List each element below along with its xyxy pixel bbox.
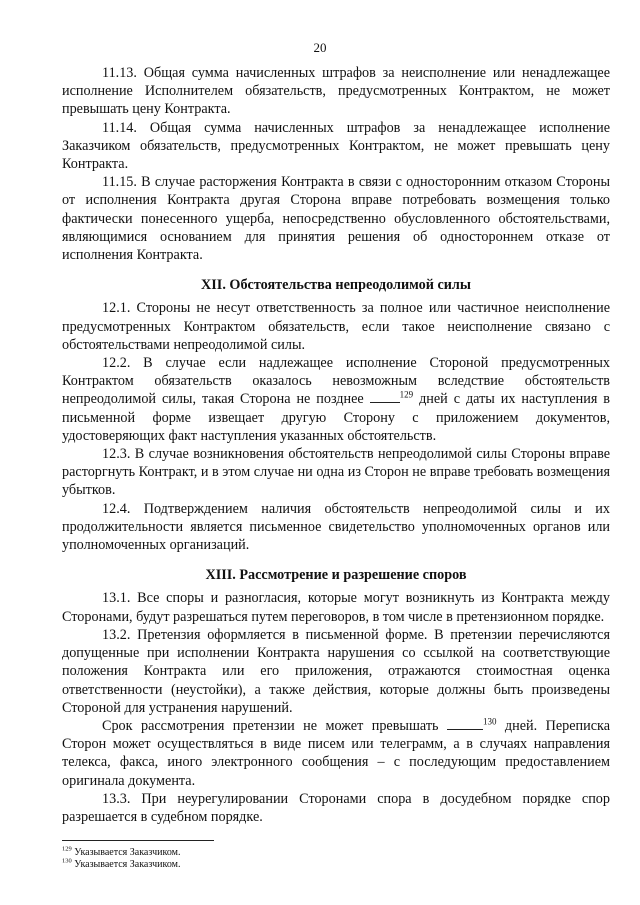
paragraph-13-3: 13.3. При неурегулировании Сторонами спора в досудебном порядке спор разрешается в судебном порядке. [62, 790, 610, 825]
paragraph-13-2: 13.2. Претензия оформляется в письменной форме. В претензии перечисляются допущенные при исполнении Контракта нарушения со ссылкой на соответствующие положения Контракта или его приложения, отражаются стоимостная оценка ответственности (неустойки), а также действия, которые должны быть произведены Стороной для устранения нарушений. [62, 626, 610, 716]
footnotes [62, 840, 610, 871]
paragraph-13-2-term-part-2: дней. Переписка Сторон может осуществляться в виде писем или телеграмм, а в случаях направления телекса, факса, иного электронного сообщения – с последующим предоставлением оригинала документа. [62, 717, 611, 789]
paragraph-13-1: 13.1. Все споры и разногласия, которые могут возникнуть из Контракта между Сторонами, будут разрешаться путем переговоров, в том числе в претензионном порядке. [62, 590, 610, 625]
paragraph-13-2-term-part-1: Срок рассмотрения претензии не может превышать [102, 717, 447, 734]
footnote-text: Указывается Заказчиком. [71, 847, 181, 858]
section-heading-xii: XII. Обстоятельства непреодолимой силы [201, 277, 471, 294]
paragraph-12-3: 12.3. В случае возникновения обстоятельств непреодолимой силы Стороны вправе расторгнуть Контракт, и в этом случае ни одна из Сторон не вправе требовать возмещения убытков. [62, 446, 610, 499]
paragraph-11-13: 11.13. Общая сумма начисленных штрафов за неисполнение или ненадлежащее исполнение Исполнителем обязательств, предусмотренных Контрактом, не может превышать цену Контракта. [62, 65, 610, 118]
footnote-ref-130: 130 [482, 716, 497, 727]
paragraph-11-15: 11.15. В случае расторжения Контракта в связи с односторонним отказом Стороны от исполнения Контракта другая Сторона вправе потребовать возмещения только фактически понесенного ущерба, непосредственно обусловленного обстоятельствами, являющимися основанием для принятия решения об одностороннем отказе от исполнения Контракта. [62, 174, 610, 264]
footnote-129 [62, 847, 610, 859]
footnote-mark: 130 [62, 857, 72, 865]
document-body [62, 64, 610, 826]
paragraph-12-2-part-1: 12.2. В случае если надлежащее исполнение Стороной предусмотренных Контрактом обязательств оказалось невозможным вследствие обстоятельств непреодолимой силы, такая Сторона не позднее [62, 355, 610, 408]
paragraph-12-4: 12.4. Подтверждением наличия обстоятельств непреодолимой силы и их продолжительности является письменное свидетельство уполномоченных органов или уполномоченных организаций. [62, 500, 610, 554]
footnote-text: Указывается Заказчиком. [71, 859, 181, 870]
blank-line [370, 390, 400, 403]
footnote-130 [62, 859, 610, 871]
section-heading-xiii: XIII. Рассмотрение и разрешение споров [205, 567, 467, 584]
footnote-mark: 129 [62, 845, 72, 853]
footnote-separator [62, 840, 214, 841]
footnote-ref-129: 129 [399, 389, 414, 400]
blank-line [447, 717, 483, 730]
paragraph-12-2-part-2: дней с даты их наступления в письменной форме извещает другую Сторону с приложением документов, удостоверяющих факт наступления указанных обстоятельств. [62, 391, 610, 444]
paragraph-12-1: 12.1. Стороны не несут ответственность за полное или частичное неисполнение предусмотренных Контрактом обязательств, если такое неисполнение связано с обстоятельствами непреодолимой силы. [62, 300, 610, 353]
page-number: 20 [313, 40, 327, 55]
paragraph-13-2-term [62, 717, 610, 790]
paragraph-12-2 [62, 354, 610, 445]
paragraph-11-14: 11.14. Общая сумма начисленных штрафов за ненадлежащее исполнение Заказчиком обязательств, предусмотренных Контрактом, не может превышать цену Контракта. [62, 119, 610, 173]
